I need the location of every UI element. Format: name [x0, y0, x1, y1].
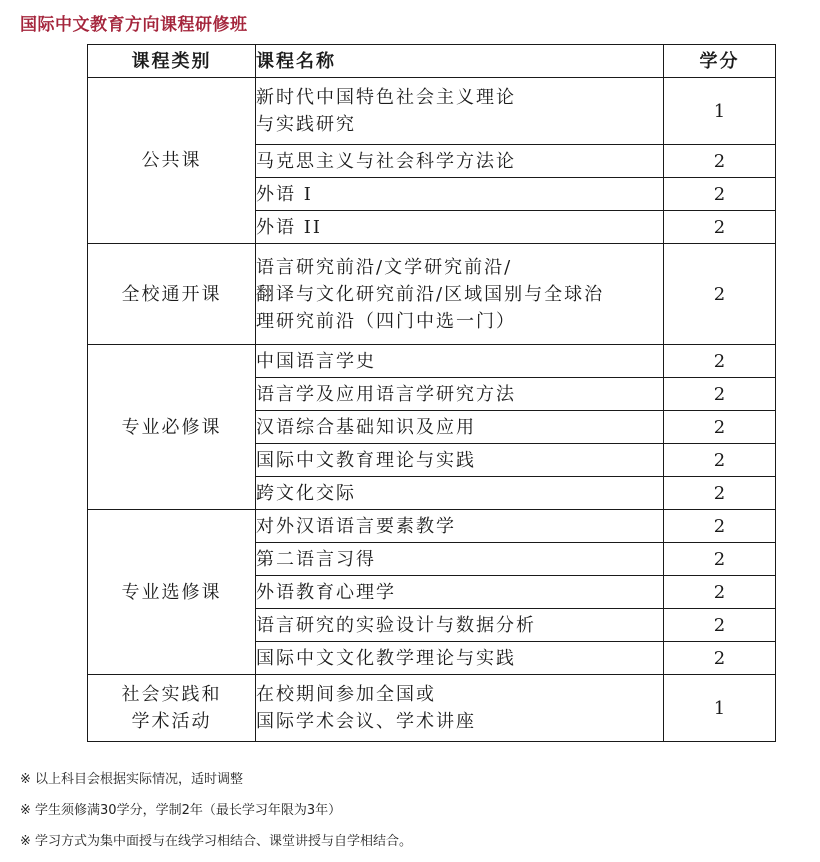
category-cell: 公共课: [88, 78, 256, 244]
table-row: [88, 675, 776, 742]
course-name-cell: 新时代中国特色社会主义理论 与实践研究: [256, 78, 664, 145]
course-name-cell: 马克思主义与社会科学方法论: [256, 145, 664, 178]
category-cell: 专业选修课: [88, 510, 256, 675]
credit-cell: 2: [664, 510, 776, 543]
credit-cell: 2: [664, 145, 776, 178]
course-name-cell: 语言学及应用语言学研究方法: [256, 378, 664, 411]
course-name-cell: 对外汉语语言要素教学: [256, 510, 664, 543]
header-credit: 学分: [664, 45, 776, 78]
credit-cell: 2: [664, 576, 776, 609]
course-name-cell: 外语 II: [256, 211, 664, 244]
course-name-cell: 在校期间参加全国或 国际学术会议、学术讲座: [256, 675, 664, 742]
category-cell: 专业必修课: [88, 345, 256, 510]
course-table: [87, 44, 776, 742]
credit-cell: 2: [664, 444, 776, 477]
credit-cell: 1: [664, 78, 776, 145]
course-name-cell: 跨文化交际: [256, 477, 664, 510]
table-row: [88, 244, 776, 345]
table-row: [88, 78, 776, 145]
credit-cell: 2: [664, 378, 776, 411]
category-cell: 全校通开课: [88, 244, 256, 345]
note-item: ※ 学习方式为集中面授与在线学习相结合、课堂讲授与自学相结合。: [20, 834, 413, 849]
note-item: ※ 以上科目会根据实际情况，适时调整: [20, 772, 244, 787]
course-name-cell: 中国语言学史: [256, 345, 664, 378]
credit-cell: 2: [664, 178, 776, 211]
header-course-name: 课程名称: [256, 45, 664, 78]
credit-cell: 2: [664, 244, 776, 345]
credit-cell: 2: [664, 477, 776, 510]
credit-cell: 2: [664, 609, 776, 642]
course-name-cell: 第二语言习得: [256, 543, 664, 576]
credit-cell: 2: [664, 642, 776, 675]
notes-section: [20, 764, 412, 857]
course-name-cell: 外语教育心理学: [256, 576, 664, 609]
credit-cell: 2: [664, 411, 776, 444]
credit-cell: 2: [664, 345, 776, 378]
credit-cell: 2: [664, 211, 776, 244]
credit-cell: 1: [664, 675, 776, 742]
table-header-row: [88, 45, 776, 78]
table-row: [88, 510, 776, 543]
course-name-cell: 国际中文教育理论与实践: [256, 444, 664, 477]
course-name-cell: 语言研究前沿/文学研究前沿/ 翻译与文化研究前沿/区域国别与全球治 理研究前沿（四门中选一门）: [256, 244, 664, 345]
credit-cell: 2: [664, 543, 776, 576]
table-row: [88, 345, 776, 378]
page-title: 国际中文教育方向课程研修班: [20, 15, 248, 35]
course-name-cell: 汉语综合基础知识及应用: [256, 411, 664, 444]
header-category: 课程类别: [88, 45, 256, 78]
course-name-cell: 国际中文文化教学理论与实践: [256, 642, 664, 675]
note-item: ※ 学生须修满30学分，学制2年（最长学习年限为3年）: [20, 803, 342, 818]
category-cell: 社会实践和 学术活动: [88, 675, 256, 742]
course-name-cell: 外语 I: [256, 178, 664, 211]
course-name-cell: 语言研究的实验设计与数据分析: [256, 609, 664, 642]
